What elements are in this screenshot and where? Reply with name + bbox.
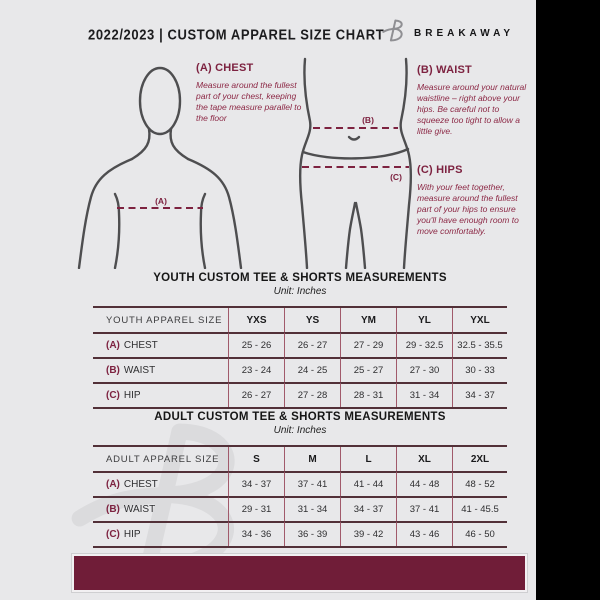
hips-instruction-block — [417, 164, 529, 237]
youth-table-title: YOUTH CUSTOM TEE & SHORTS MEASUREMENTS — [153, 272, 447, 284]
adult-waist-l: 34 - 37 — [340, 496, 396, 521]
adult-waist-prefix: (B) — [106, 504, 120, 515]
youth-chest-yl: 29 - 32.5 — [396, 332, 452, 357]
adult-waist-xl: 37 - 41 — [396, 496, 452, 521]
footer-bar — [72, 554, 527, 592]
adult-waist-s: 29 - 31 — [228, 496, 284, 521]
adult-hip-xl: 43 - 46 — [396, 521, 452, 546]
youth-chest-row-label — [93, 332, 228, 357]
adult-waist-label: WAIST — [123, 504, 156, 515]
adult-section — [93, 411, 507, 548]
adult-waist-row-label — [93, 496, 228, 521]
adult-hip-2xl: 46 - 50 — [452, 521, 507, 546]
adult-chest-row-label — [93, 471, 228, 496]
youth-chest-ym: 27 - 29 — [340, 332, 396, 357]
youth-waist-prefix: (B) — [106, 365, 120, 376]
youth-waist-yl: 27 - 30 — [396, 357, 452, 382]
youth-hip-ym: 28 - 31 — [340, 382, 396, 407]
adult-hip-m: 36 - 39 — [284, 521, 340, 546]
youth-chest-label: CHEST — [123, 340, 158, 351]
hips-line-label: (C) — [390, 172, 402, 182]
youth-chest-yxs: 25 - 26 — [228, 332, 284, 357]
youth-waist-yxs: 23 - 24 — [228, 357, 284, 382]
adult-chest-s: 34 - 37 — [228, 471, 284, 496]
chest-heading: (A) CHEST — [196, 62, 254, 74]
youth-header-ym: YM — [340, 308, 396, 332]
youth-chest-ys: 26 - 27 — [284, 332, 340, 357]
youth-hip-yxs: 26 - 27 — [228, 382, 284, 407]
youth-section — [93, 272, 507, 409]
adult-header-2xl: 2XL — [452, 447, 507, 471]
waist-instruction-block — [417, 64, 529, 137]
adult-hip-prefix: (C) — [106, 529, 120, 540]
youth-hip-row-label — [93, 382, 228, 407]
adult-chest-label: CHEST — [123, 479, 158, 490]
brand-name: BREAKAWAY — [414, 28, 515, 39]
youth-header-size: YOUTH APPAREL SIZE — [106, 314, 223, 326]
adult-size-table — [93, 445, 507, 548]
page-title: 2022/2023 | CUSTOM APPAREL SIZE CHART — [88, 26, 385, 43]
adult-hip-l: 39 - 42 — [340, 521, 396, 546]
adult-table-title: ADULT CUSTOM TEE & SHORTS MEASUREMENTS — [154, 411, 446, 423]
adult-header-m: M — [284, 447, 340, 471]
youth-hip-label: HIP — [123, 390, 141, 401]
youth-header-yxl: YXL — [452, 308, 507, 332]
waist-instruction-text: Measure around your natural waistline – right above your hips. Be careful not to squeeze too tight to allow a little give. — [417, 82, 527, 137]
youth-header-ys: YS — [284, 308, 340, 332]
adult-chest-m: 37 - 41 — [284, 471, 340, 496]
youth-header-yxs: YXS — [228, 308, 284, 332]
adult-header-size: ADULT APPAREL SIZE — [106, 453, 220, 465]
youth-chest-prefix: (A) — [106, 340, 120, 351]
adult-chest-l: 41 - 44 — [340, 471, 396, 496]
youth-hip-yl: 31 - 34 — [396, 382, 452, 407]
youth-waist-label: WAIST — [123, 365, 156, 376]
adult-header-s: S — [228, 447, 284, 471]
hips-heading: (C) HIPS — [417, 164, 463, 176]
youth-waist-yxl: 30 - 33 — [452, 357, 507, 382]
chest-line-label: (A) — [155, 196, 167, 206]
waist-hips-measure-figure — [293, 57, 418, 269]
adult-hip-s: 34 - 36 — [228, 521, 284, 546]
adult-chest-2xl: 48 - 52 — [452, 471, 507, 496]
youth-waist-ys: 24 - 25 — [284, 357, 340, 382]
chest-instruction-text: Measure around the fullest part of your chest, keeping the tape measure parallel to the floor — [196, 80, 302, 124]
adult-table-unit: Unit: Inches — [273, 425, 327, 436]
waist-line-label: (B) — [362, 115, 374, 125]
adult-chest-prefix: (A) — [106, 479, 120, 490]
hips-instruction-text: With your feet together, measure around the fullest part of your hips to ensure you'll have enough room to move comfortably. — [417, 182, 519, 237]
youth-table-unit: Unit: Inches — [273, 286, 327, 297]
youth-size-table — [93, 306, 507, 409]
youth-hip-prefix: (C) — [106, 390, 120, 401]
youth-header-yl: YL — [396, 308, 452, 332]
adult-waist-2xl: 41 - 45.5 — [452, 496, 507, 521]
adult-header-xl: XL — [396, 447, 452, 471]
adult-chest-xl: 44 - 48 — [396, 471, 452, 496]
youth-hip-ys: 27 - 28 — [284, 382, 340, 407]
chest-instruction-block — [196, 62, 306, 124]
youth-waist-ym: 25 - 27 — [340, 357, 396, 382]
breakaway-logo-icon — [381, 17, 408, 44]
youth-chest-yxl: 32.5 - 35.5 — [452, 332, 507, 357]
youth-hip-yxl: 34 - 37 — [452, 382, 507, 407]
adult-hip-label: HIP — [123, 529, 141, 540]
youth-waist-row-label — [93, 357, 228, 382]
adult-hip-row-label — [93, 521, 228, 546]
adult-waist-m: 31 - 34 — [284, 496, 340, 521]
waist-heading: (B) WAIST — [417, 64, 472, 76]
adult-header-l: L — [340, 447, 396, 471]
